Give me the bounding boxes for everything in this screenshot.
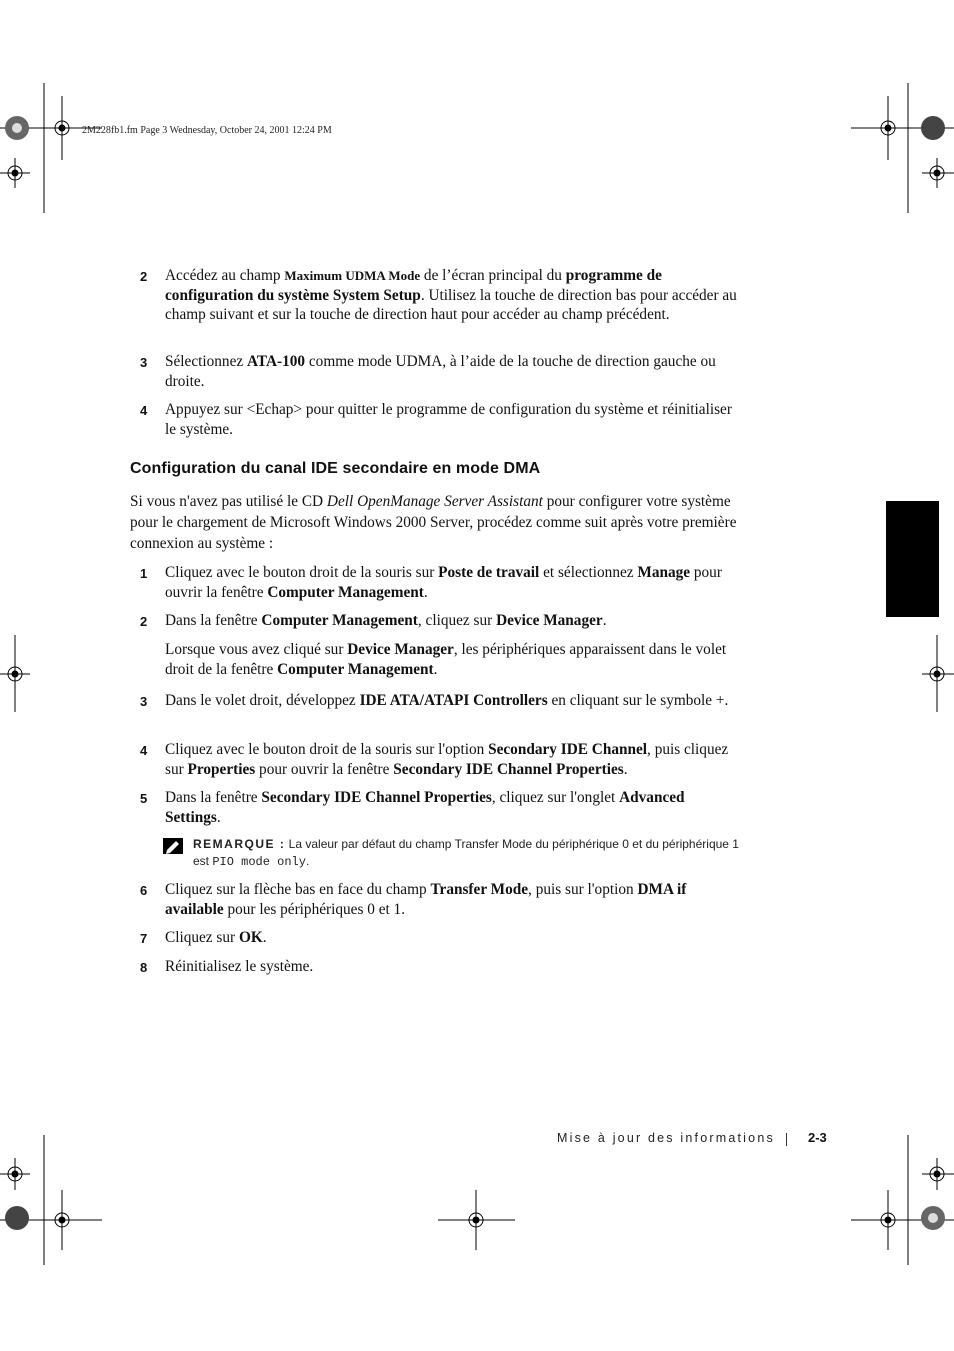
text-run: Réinitialisez le système. xyxy=(165,958,314,975)
step-text xyxy=(165,788,740,827)
text-run: pour configurer votre système pour le chargement de Microsoft Windows 2000 Server, procédez comme suit après votre première connexion au système : xyxy=(130,493,737,552)
text-run: Dans la fenêtre xyxy=(165,789,262,806)
step-text xyxy=(165,691,740,711)
step-number: 1 xyxy=(140,566,148,581)
text-run: Cliquez sur xyxy=(165,929,239,946)
bold-term: OK xyxy=(238,929,263,946)
step-number: 3 xyxy=(140,355,148,370)
bold-term: Secondary IDE Channel xyxy=(488,741,648,758)
step-item xyxy=(140,788,740,827)
step-number: 4 xyxy=(140,743,148,758)
bold-term: DMA if available xyxy=(165,881,687,918)
text-run: de l’écran principal du xyxy=(420,267,566,284)
text-run: . xyxy=(216,808,221,826)
step-item xyxy=(140,611,740,631)
step-item xyxy=(140,352,740,391)
mono-term: PIO mode only xyxy=(212,855,306,869)
step-2-followup-paragraph xyxy=(165,640,740,679)
text-run: Cliquez avec le bouton droit de la souris sur l'option xyxy=(165,741,489,758)
text-run: Sélectionnez xyxy=(165,353,247,370)
step-text xyxy=(165,611,740,631)
step-item xyxy=(140,880,740,919)
text-run: Appuyez sur <Echap> pour quitter le programme de configuration du système et réinitialiser le système. xyxy=(165,401,732,438)
step-item xyxy=(140,740,740,779)
text-run: . xyxy=(433,660,438,678)
step-item xyxy=(140,928,740,948)
section-heading: Configuration du canal IDE secondaire en mode DMA xyxy=(130,460,541,477)
step-text xyxy=(165,400,740,439)
text-run: Si vous n'avez pas utilisé le CD xyxy=(130,493,327,510)
step-text xyxy=(165,266,740,325)
text-run: La valeur par défaut du champ Transfer Mode du périphérique 0 et du périphérique 1 est xyxy=(193,837,739,868)
intro-paragraph xyxy=(130,491,740,554)
bold-term: Computer Management xyxy=(277,660,434,678)
bold-term: Secondary IDE Channel Properties xyxy=(393,760,624,778)
text-run: pour les périphériques 0 et 1. xyxy=(223,900,406,918)
step-number: 8 xyxy=(140,960,148,975)
step-text xyxy=(165,352,740,391)
step-item xyxy=(140,400,740,439)
text-run: , puis cliquez sur xyxy=(165,741,729,778)
step-text xyxy=(165,563,740,602)
bold-term: Device Manager xyxy=(496,612,603,629)
text-run: comme mode UDMA, à l’aide de la touche de direction gauche ou droite. xyxy=(165,353,716,390)
footer-section-title: Mise à jour des informations xyxy=(557,1131,775,1145)
step-text xyxy=(165,740,740,779)
text-run: . Utilisez la touche de direction bas pour accéder au champ suivant et sur la touche de direction haut pour accéder au champ précédent. xyxy=(165,286,737,323)
step-text xyxy=(165,880,740,919)
step-number: 7 xyxy=(140,931,148,946)
step-number: 5 xyxy=(140,791,148,806)
step-text xyxy=(165,957,740,977)
pencil-note-icon xyxy=(163,838,183,854)
bold-term: Computer Management xyxy=(261,612,418,629)
step-item xyxy=(140,563,740,602)
text-run: pour ouvrir la fenêtre xyxy=(255,760,394,778)
text-run: , puis sur l'option xyxy=(528,881,638,898)
text-run: Accédez au champ xyxy=(165,267,285,284)
bold-term: Manage xyxy=(637,564,691,581)
text-run: Cliquez sur la flèche bas en face du champ xyxy=(165,881,431,898)
text-run: pour ouvrir la fenêtre xyxy=(165,564,722,601)
text-run: et sélectionnez xyxy=(539,564,638,581)
step-number: 3 xyxy=(140,694,148,709)
step-number: 2 xyxy=(140,269,148,284)
bold-term: Poste de travail xyxy=(438,564,540,581)
step-item xyxy=(140,266,740,325)
text-run: Dans la fenêtre xyxy=(165,612,262,629)
bold-term: ATA-100 xyxy=(246,353,306,370)
text-run: . xyxy=(262,929,267,946)
step-number: 4 xyxy=(140,403,148,418)
text-run: , cliquez sur l'onglet xyxy=(491,789,620,806)
bold-term: Advanced Settings xyxy=(165,789,685,826)
text-run: . xyxy=(423,583,428,601)
footer-separator xyxy=(786,1133,787,1146)
bold-term: Properties xyxy=(187,760,256,778)
text-run: , cliquez sur xyxy=(417,612,497,629)
bold-term: Transfer Mode xyxy=(430,881,529,898)
text-run: en cliquant sur le symbole +. xyxy=(547,692,729,709)
text-run: Dell OpenManage Server Assistant xyxy=(326,493,543,510)
step-number: 6 xyxy=(140,883,148,898)
text-run: . xyxy=(602,612,607,629)
note-text xyxy=(193,836,740,871)
bold-term: Computer Management xyxy=(267,583,424,601)
file-slug: 2M228fb1.fm Page 3 Wednesday, October 24, 2001 12:24 PM xyxy=(82,125,332,136)
bold-term: programme de configuration du système System Setup xyxy=(165,267,662,304)
text-run: , les périphériques apparaissent dans le volet droit de la fenêtre xyxy=(165,641,727,678)
text-run: Cliquez avec le bouton droit de la souris sur xyxy=(165,564,439,581)
note-box xyxy=(160,836,740,871)
step-number: 2 xyxy=(140,614,148,629)
step-text xyxy=(165,928,740,948)
text-run: . xyxy=(305,854,310,868)
step-item xyxy=(140,691,740,711)
bold-term: Secondary IDE Channel Properties xyxy=(261,789,492,806)
note-label: REMARQUE : xyxy=(193,837,286,851)
bold-term: Maximum UDMA Mode xyxy=(284,268,421,283)
text-run: Lorsque vous avez cliqué sur xyxy=(165,641,348,658)
bold-term: IDE ATA/ATAPI Controllers xyxy=(359,692,548,709)
page-number: 2-3 xyxy=(808,1130,827,1145)
text-run: . xyxy=(623,760,628,778)
text-run: Dans le volet droit, développez xyxy=(165,692,360,709)
step-item xyxy=(140,957,740,977)
bold-term: Device Manager xyxy=(347,641,454,658)
chapter-thumb-tab xyxy=(886,501,939,617)
